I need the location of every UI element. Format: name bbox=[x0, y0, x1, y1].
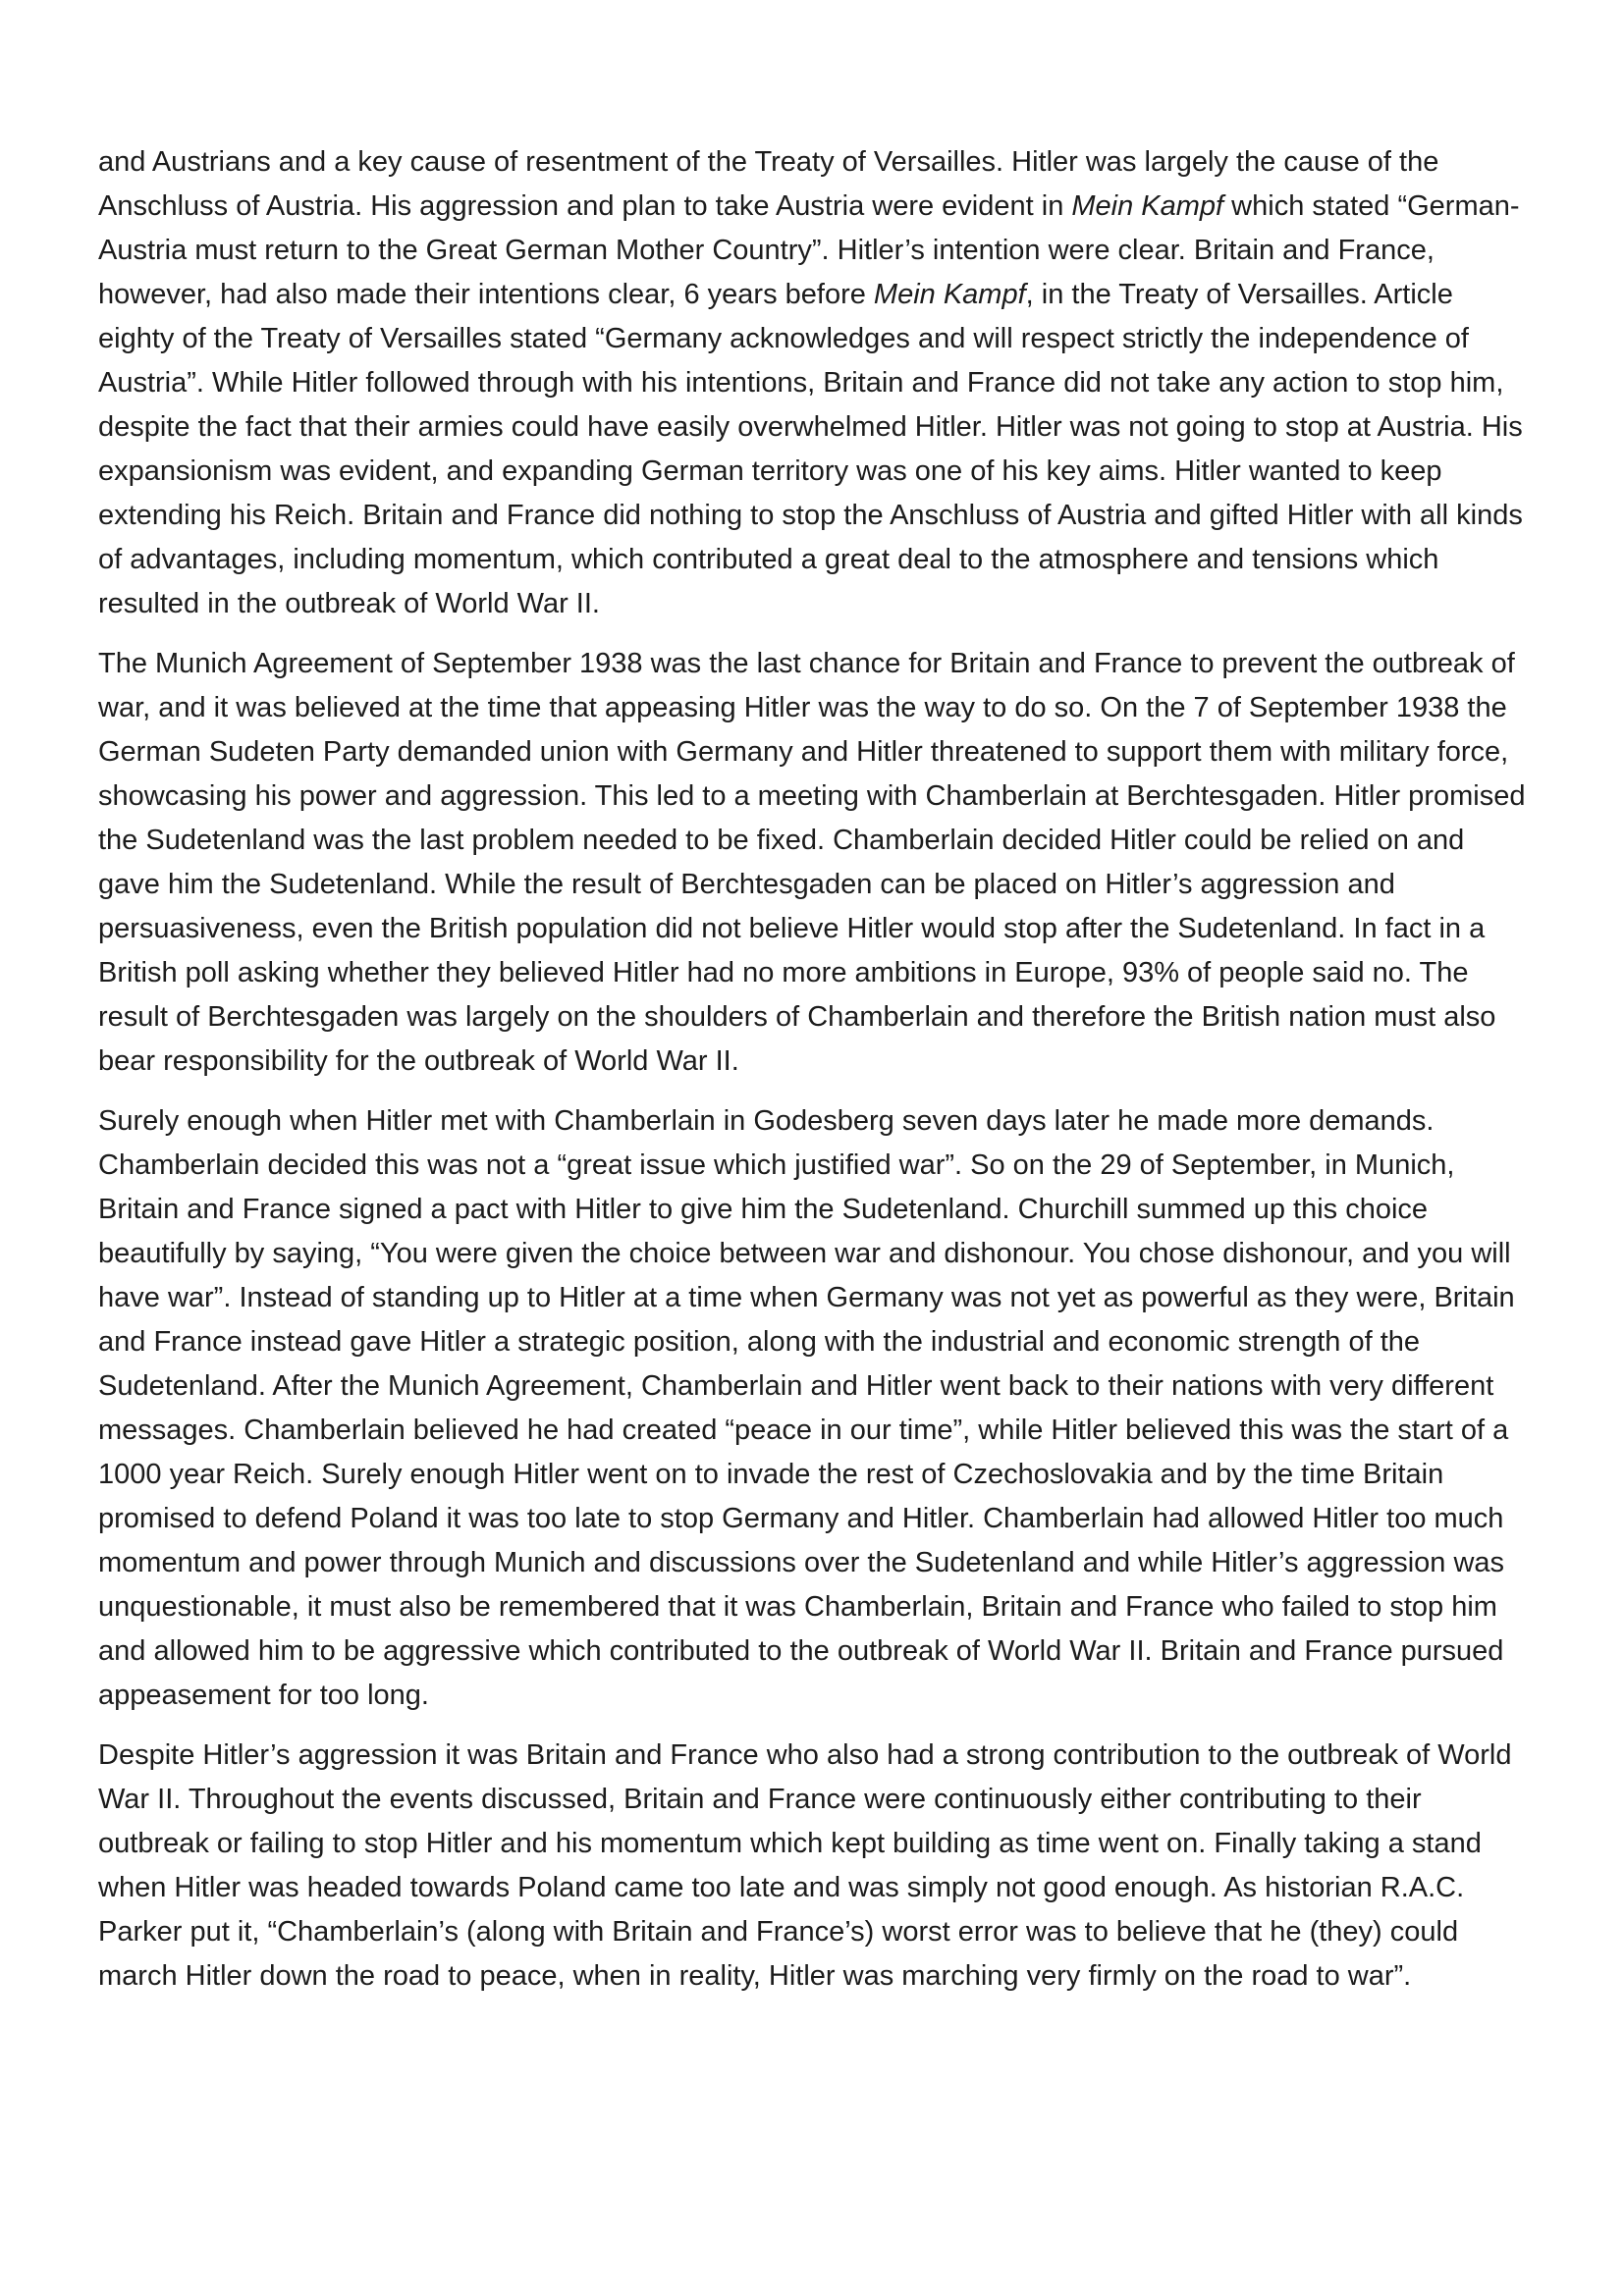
italic-book-title: Mein Kampf bbox=[873, 279, 1026, 310]
italic-book-title: Mein Kampf bbox=[1071, 190, 1224, 222]
document-body bbox=[98, 140, 1528, 1999]
paragraph-3: Surely enough when Hitler met with Chamberlain in Godesberg seven days later he made more demands. Chamberlain decided this was not a “great issue which justified war”. So on the 29 of September, in Munich, Britain and France signed a pact with Hitler to give him the Sudetenland. Churchill summed up this choice beautifully by saying, “You were given the choice between war and dishonour. You chose dishonour, and you will have war”. Instead of standing up to Hitler at a time when Germany was not yet as powerful as they were, Britain and France instead gave Hitler a strategic position, along with the industrial and economic strength of the Sudetenland. After the Munich Agreement, Chamberlain and Hitler went back to their nations with very different messages. Chamberlain believed he had created “peace in our time”, while Hitler believed this was the start of a 1000 year Reich. Surely enough Hitler went on to invade the rest of Czechoslovakia and by the time Britain promised to defend Poland it was too late to stop Germany and Hitler. Chamberlain had allowed Hitler too much momentum and power through Munich and discussions over the Sudetenland and while Hitler’s aggression was unquestionable, it must also be remembered that it was Chamberlain, Britain and France who failed to stop him and allowed him to be aggressive which contributed to the outbreak of World War II. Britain and France pursued appeasement for too long. bbox=[98, 1105, 1515, 1711]
paragraph-4: Despite Hitler’s aggression it was Britain and France who also had a strong contribution to the outbreak of World War II. Throughout the events discussed, Britain and France were continuously either contributing to their outbreak or failing to stop Hitler and his momentum which kept building as time went on. Finally taking a stand when Hitler was headed towards Poland came too late and was simply not good enough. As historian R.A.C. Parker put it, “Chamberlain’s (along with Britain and France’s) worst error was to believe that he (they) could march Hitler down the road to peace, when in reality, Hitler was marching very firmly on the road to war”. bbox=[98, 1739, 1512, 1992]
paragraph-1: and Austrians and a key cause of resentment of the Treaty of Versailles. Hitler was largely the cause of the Anschluss of Austria. His aggression and plan to take Austria were evident in Mein Kampf which stated “German-Austria must return to the Great German Mother Country”. Hitler’s intention were clear. Britain and France, however, had also made their intentions clear, 6 years before Mein Kampf, in the Treaty of Versailles. Article eighty of the Treaty of Versailles stated “Germany acknowledges and will respect strictly the independence of Austria”. While Hitler followed through with his intentions, Britain and France did not take any action to stop him, despite the fact that their armies could have easily overwhelmed Hitler. Hitler was not going to stop at Austria. His expansionism was evident, and expanding German territory was one of his key aims. Hitler wanted to keep extending his Reich. Britain and France did nothing to stop the Anschluss of Austria and gifted Hitler with all kinds of advantages, including momentum, which contributed a great deal to the atmosphere and tensions which resulted in the outbreak of World War II. bbox=[98, 146, 1523, 619]
paragraph-2: The Munich Agreement of September 1938 was the last chance for Britain and France to prevent the outbreak of war, and it was believed at the time that appeasing Hitler was the way to do so. On the 7 of September 1938 the German Sudeten Party demanded union with Germany and Hitler threatened to support them with military force, showcasing his power and aggression. This led to a meeting with Chamberlain at Berchtesgaden. Hitler promised the Sudetenland was the last problem needed to be fixed. Chamberlain decided Hitler could be relied on and gave him the Sudetenland. While the result of Berchtesgaden can be placed on Hitler’s aggression and persuasiveness, even the British population did not believe Hitler would stop after the Sudetenland. In fact in a British poll asking whether they believed Hitler had no more ambitions in Europe, 93% of people said no. The result of Berchtesgaden was largely on the shoulders of Chamberlain and therefore the British nation must also bear responsibility for the outbreak of World War II. bbox=[98, 648, 1526, 1077]
